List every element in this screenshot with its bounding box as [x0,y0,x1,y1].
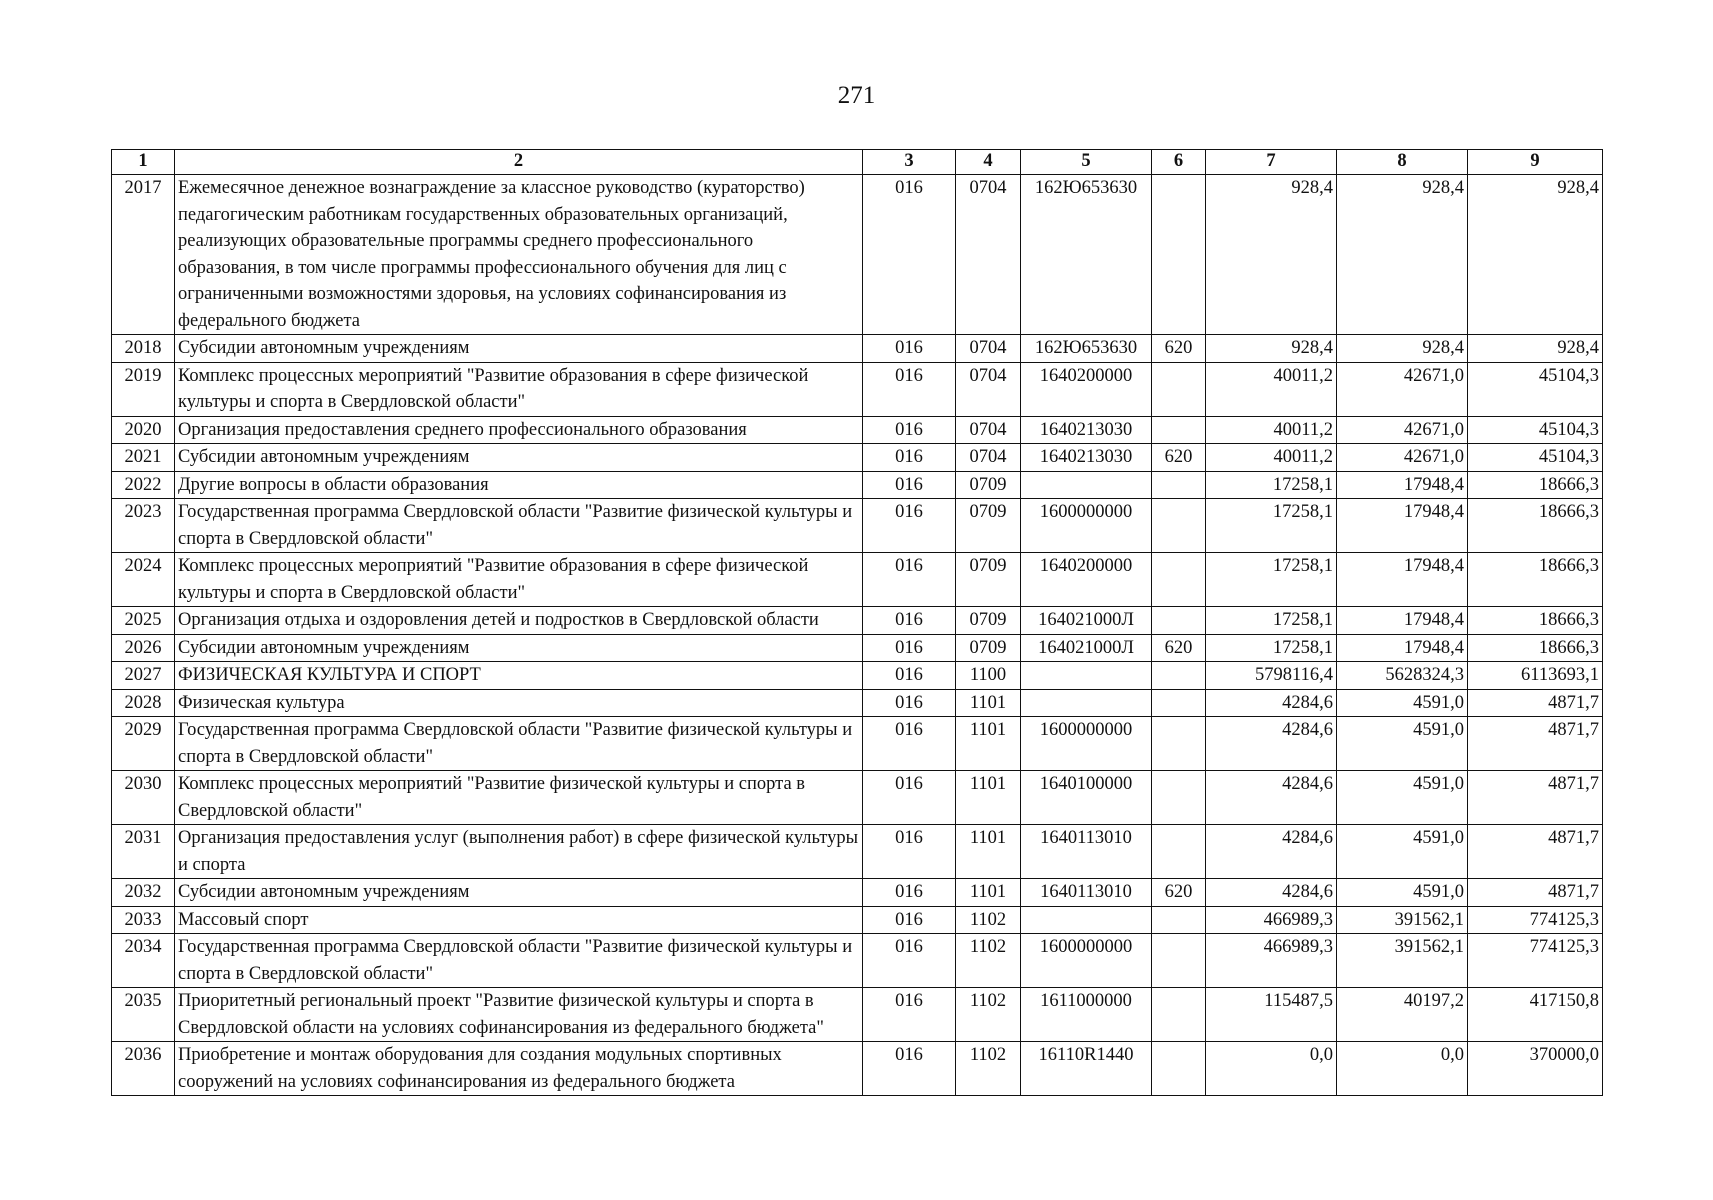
row-number-cell: 2022 [112,471,175,499]
table-row [112,335,1603,363]
expense-type-cell [1152,771,1206,825]
amount-col9-cell: 928,4 [1468,175,1603,335]
target-article-cell: 164021000Л [1021,634,1152,662]
department-code-cell: 016 [863,499,956,553]
department-code-cell: 016 [863,362,956,416]
item-name-cell: Комплекс процессных мероприятий "Развитие физической культуры и спорта в Свердловской области" [175,771,863,825]
target-article-cell [1021,906,1152,934]
page-number: 271 [837,82,876,109]
table-row [112,934,1603,988]
target-article-cell: 1600000000 [1021,499,1152,553]
amount-col8-cell: 17948,4 [1337,499,1468,553]
target-article-cell: 164021000Л [1021,607,1152,635]
department-code-cell: 016 [863,1042,956,1096]
expense-type-cell: 620 [1152,444,1206,472]
amount-col7-cell: 17258,1 [1206,634,1337,662]
amount-col7-cell: 4284,6 [1206,879,1337,907]
amount-col7-cell: 4284,6 [1206,771,1337,825]
section-code-cell: 1102 [956,1042,1021,1096]
table-body [112,175,1603,1096]
item-name-cell: Государственная программа Свердловской области "Развитие физической культуры и спорта в Свердловской области" [175,717,863,771]
section-code-cell: 0709 [956,553,1021,607]
amount-col9-cell: 45104,3 [1468,416,1603,444]
item-name-cell: Комплекс процессных мероприятий "Развитие образования в сфере физической культуры и спорта в Свердловской области" [175,553,863,607]
row-number-cell: 2036 [112,1042,175,1096]
row-number-cell: 2020 [112,416,175,444]
table-row [112,717,1603,771]
row-number-cell: 2017 [112,175,175,335]
expense-type-cell [1152,934,1206,988]
amount-col7-cell: 17258,1 [1206,553,1337,607]
section-code-cell: 0704 [956,175,1021,335]
target-article-cell [1021,471,1152,499]
table-row [112,499,1603,553]
amount-col8-cell: 391562,1 [1337,906,1468,934]
table-row [112,362,1603,416]
department-code-cell: 016 [863,335,956,363]
expense-type-cell [1152,607,1206,635]
expense-type-cell [1152,175,1206,335]
department-code-cell: 016 [863,471,956,499]
target-article-cell: 1640213030 [1021,444,1152,472]
target-article-cell: 1640200000 [1021,553,1152,607]
expense-type-cell [1152,416,1206,444]
department-code-cell: 016 [863,175,956,335]
item-name-cell: Субсидии автономным учреждениям [175,879,863,907]
expense-type-cell: 620 [1152,335,1206,363]
table-row [112,1042,1603,1096]
amount-col7-cell: 4284,6 [1206,717,1337,771]
amount-col7-cell: 17258,1 [1206,471,1337,499]
department-code-cell: 016 [863,553,956,607]
amount-col7-cell: 928,4 [1206,175,1337,335]
section-code-cell: 0704 [956,335,1021,363]
amount-col9-cell: 4871,7 [1468,717,1603,771]
header-cell: 5 [1021,150,1152,175]
row-number-cell: 2027 [112,662,175,690]
amount-col8-cell: 4591,0 [1337,825,1468,879]
row-number-cell: 2034 [112,934,175,988]
department-code-cell: 016 [863,879,956,907]
department-code-cell: 016 [863,934,956,988]
section-code-cell: 1101 [956,689,1021,717]
department-code-cell: 016 [863,689,956,717]
expense-type-cell [1152,553,1206,607]
item-name-cell: Массовый спорт [175,906,863,934]
amount-col9-cell: 4871,7 [1468,879,1603,907]
amount-col8-cell: 0,0 [1337,1042,1468,1096]
section-code-cell: 0704 [956,416,1021,444]
amount-col8-cell: 928,4 [1337,175,1468,335]
item-name-cell: Физическая культура [175,689,863,717]
target-article-cell [1021,662,1152,690]
section-code-cell: 1102 [956,988,1021,1042]
target-article-cell: 162Ю653630 [1021,335,1152,363]
section-code-cell: 1101 [956,771,1021,825]
item-name-cell: Субсидии автономным учреждениям [175,335,863,363]
table-row [112,634,1603,662]
header-cell: 8 [1337,150,1468,175]
row-number-cell: 2028 [112,689,175,717]
header-cell: 4 [956,150,1021,175]
amount-col9-cell: 928,4 [1468,335,1603,363]
item-name-cell: Организация отдыха и оздоровления детей и подростков в Свердловской области [175,607,863,635]
section-code-cell: 0709 [956,634,1021,662]
amount-col8-cell: 4591,0 [1337,689,1468,717]
department-code-cell: 016 [863,717,956,771]
target-article-cell: 1600000000 [1021,717,1152,771]
amount-col9-cell: 45104,3 [1468,444,1603,472]
row-number-cell: 2019 [112,362,175,416]
amount-col8-cell: 928,4 [1337,335,1468,363]
row-number-cell: 2018 [112,335,175,363]
amount-col9-cell: 370000,0 [1468,1042,1603,1096]
amount-col8-cell: 4591,0 [1337,771,1468,825]
item-name-cell: Организация предоставления среднего профессионального образования [175,416,863,444]
amount-col8-cell: 4591,0 [1337,717,1468,771]
item-name-cell: Субсидии автономным учреждениям [175,634,863,662]
amount-col9-cell: 18666,3 [1468,607,1603,635]
amount-col8-cell: 17948,4 [1337,471,1468,499]
table-row [112,906,1603,934]
section-code-cell: 0709 [956,471,1021,499]
department-code-cell: 016 [863,607,956,635]
table-row [112,771,1603,825]
section-code-cell: 0709 [956,607,1021,635]
amount-col9-cell: 4871,7 [1468,771,1603,825]
department-code-cell: 016 [863,416,956,444]
amount-col7-cell: 5798116,4 [1206,662,1337,690]
item-name-cell: Организация предоставления услуг (выполнения работ) в сфере физической культуры и спорта [175,825,863,879]
department-code-cell: 016 [863,988,956,1042]
section-code-cell: 0704 [956,362,1021,416]
target-article-cell: 16110R1440 [1021,1042,1152,1096]
section-code-cell: 1100 [956,662,1021,690]
amount-col9-cell: 4871,7 [1468,689,1603,717]
row-number-cell: 2031 [112,825,175,879]
table-row [112,825,1603,879]
header-cell: 1 [112,150,175,175]
header-cell: 2 [175,150,863,175]
item-name-cell: Субсидии автономным учреждениям [175,444,863,472]
target-article-cell: 1640113010 [1021,825,1152,879]
amount-col8-cell: 42671,0 [1337,416,1468,444]
target-article-cell: 1640213030 [1021,416,1152,444]
header-cell: 3 [863,150,956,175]
amount-col7-cell: 4284,6 [1206,689,1337,717]
budget-table [111,149,1603,1096]
department-code-cell: 016 [863,825,956,879]
expense-type-cell [1152,499,1206,553]
department-code-cell: 016 [863,771,956,825]
amount-col7-cell: 928,4 [1206,335,1337,363]
section-code-cell: 0704 [956,444,1021,472]
target-article-cell: 1611000000 [1021,988,1152,1042]
amount-col9-cell: 18666,3 [1468,499,1603,553]
header-cell: 6 [1152,150,1206,175]
amount-col7-cell: 4284,6 [1206,825,1337,879]
amount-col8-cell: 391562,1 [1337,934,1468,988]
expense-type-cell [1152,825,1206,879]
department-code-cell: 016 [863,634,956,662]
target-article-cell [1021,689,1152,717]
expense-type-cell [1152,988,1206,1042]
section-code-cell: 1101 [956,825,1021,879]
table-row [112,662,1603,690]
table-row [112,988,1603,1042]
section-code-cell: 1102 [956,906,1021,934]
expense-type-cell: 620 [1152,634,1206,662]
amount-col9-cell: 4871,7 [1468,825,1603,879]
amount-col9-cell: 18666,3 [1468,471,1603,499]
item-name-cell: Приобретение и монтаж оборудования для создания модульных спортивных сооружений на условиях софинансирования из федерального бюджета [175,1042,863,1096]
amount-col8-cell: 5628324,3 [1337,662,1468,690]
amount-col9-cell: 417150,8 [1468,988,1603,1042]
row-number-cell: 2030 [112,771,175,825]
amount-col8-cell: 40197,2 [1337,988,1468,1042]
amount-col9-cell: 18666,3 [1468,634,1603,662]
row-number-cell: 2026 [112,634,175,662]
row-number-cell: 2035 [112,988,175,1042]
expense-type-cell [1152,1042,1206,1096]
expense-type-cell [1152,362,1206,416]
expense-type-cell [1152,471,1206,499]
expense-type-cell [1152,662,1206,690]
department-code-cell: 016 [863,662,956,690]
amount-col7-cell: 115487,5 [1206,988,1337,1042]
amount-col8-cell: 17948,4 [1337,634,1468,662]
section-code-cell: 1102 [956,934,1021,988]
item-name-cell: ФИЗИЧЕСКАЯ КУЛЬТУРА И СПОРТ [175,662,863,690]
table-row [112,553,1603,607]
expense-type-cell: 620 [1152,879,1206,907]
section-code-cell: 0709 [956,499,1021,553]
table-row [112,689,1603,717]
amount-col7-cell: 40011,2 [1206,444,1337,472]
table-row [112,471,1603,499]
amount-col9-cell: 774125,3 [1468,934,1603,988]
amount-col7-cell: 17258,1 [1206,607,1337,635]
item-name-cell: Другие вопросы в области образования [175,471,863,499]
item-name-cell: Комплекс процессных мероприятий "Развитие образования в сфере физической культуры и спорта в Свердловской области" [175,362,863,416]
target-article-cell: 1640100000 [1021,771,1152,825]
row-number-cell: 2025 [112,607,175,635]
row-number-cell: 2029 [112,717,175,771]
table-row [112,444,1603,472]
row-number-cell: 2032 [112,879,175,907]
target-article-cell: 1640200000 [1021,362,1152,416]
table-row [112,607,1603,635]
amount-col8-cell: 17948,4 [1337,607,1468,635]
amount-col9-cell: 774125,3 [1468,906,1603,934]
section-code-cell: 1101 [956,879,1021,907]
target-article-cell: 1640113010 [1021,879,1152,907]
item-name-cell: Государственная программа Свердловской области "Развитие физической культуры и спорта в Свердловской области" [175,934,863,988]
item-name-cell: Ежемесячное денежное вознаграждение за классное руководство (кураторство) педагогическим работникам государственных образовательных организаций, реализующих образовательные программы среднего профессионального образования, в том числе программы профессионального обучения для лиц с ограниченными возможностями здоровья, на условиях софинансирования из федерального бюджета [175,175,863,335]
amount-col9-cell: 6113693,1 [1468,662,1603,690]
amount-col7-cell: 17258,1 [1206,499,1337,553]
row-number-cell: 2033 [112,906,175,934]
row-number-cell: 2021 [112,444,175,472]
table-row [112,175,1603,335]
amount-col7-cell: 40011,2 [1206,416,1337,444]
amount-col7-cell: 40011,2 [1206,362,1337,416]
amount-col8-cell: 42671,0 [1337,444,1468,472]
header-cell: 7 [1206,150,1337,175]
header-row [112,150,1603,175]
item-name-cell: Приоритетный региональный проект "Развитие физической культуры и спорта в Свердловской области на условиях софинансирования из федерального бюджета" [175,988,863,1042]
department-code-cell: 016 [863,444,956,472]
target-article-cell: 1600000000 [1021,934,1152,988]
amount-col7-cell: 0,0 [1206,1042,1337,1096]
header-cell: 9 [1468,150,1603,175]
amount-col9-cell: 18666,3 [1468,553,1603,607]
amount-col7-cell: 466989,3 [1206,906,1337,934]
table-row [112,416,1603,444]
amount-col8-cell: 17948,4 [1337,553,1468,607]
department-code-cell: 016 [863,906,956,934]
expense-type-cell [1152,906,1206,934]
amount-col7-cell: 466989,3 [1206,934,1337,988]
section-code-cell: 1101 [956,717,1021,771]
amount-col9-cell: 45104,3 [1468,362,1603,416]
amount-col8-cell: 42671,0 [1337,362,1468,416]
item-name-cell: Государственная программа Свердловской области "Развитие физической культуры и спорта в Свердловской области" [175,499,863,553]
row-number-cell: 2023 [112,499,175,553]
table-row [112,879,1603,907]
expense-type-cell [1152,689,1206,717]
target-article-cell: 162Ю653630 [1021,175,1152,335]
row-number-cell: 2024 [112,553,175,607]
amount-col8-cell: 4591,0 [1337,879,1468,907]
expense-type-cell [1152,717,1206,771]
